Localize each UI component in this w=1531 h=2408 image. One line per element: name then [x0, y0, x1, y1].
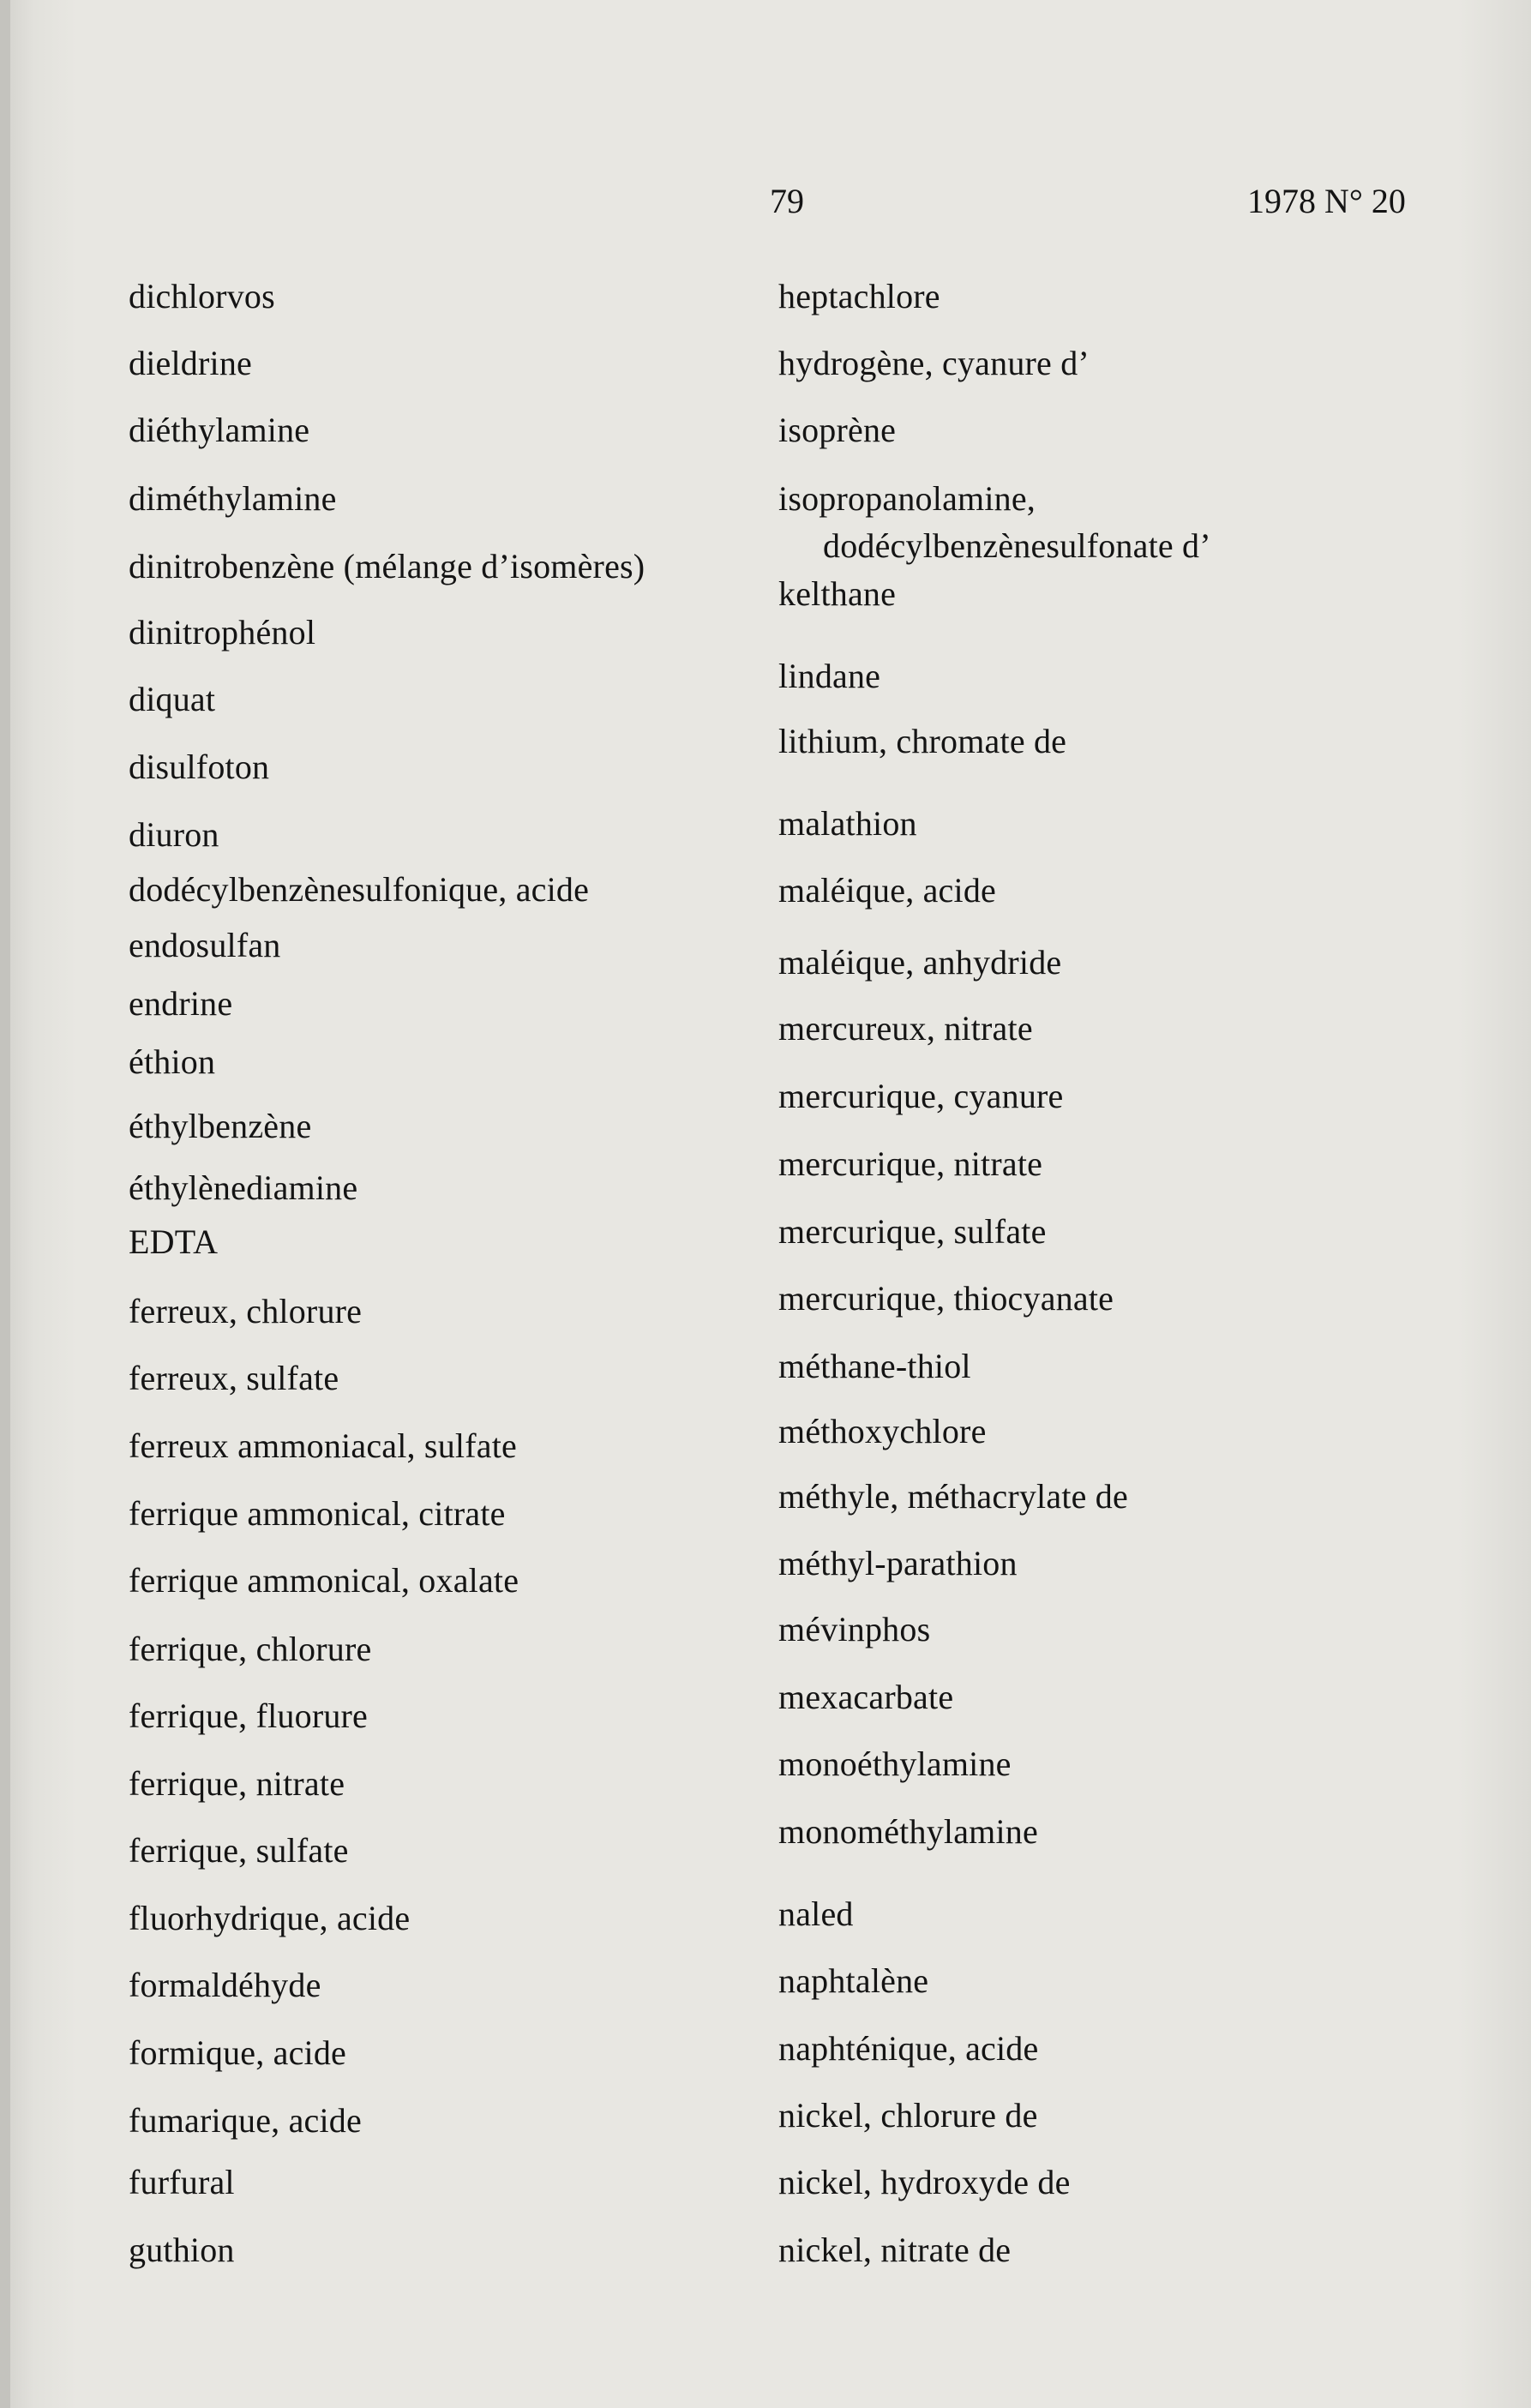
- left-entry: fluorhydrique, acide: [129, 1899, 411, 1937]
- right-entry: kelthane: [778, 574, 897, 613]
- left-entry: endrine: [129, 984, 233, 1023]
- right-entry-continuation: dodécylbenzènesulfonate d’: [823, 526, 1211, 565]
- left-entry: éthylbenzène: [129, 1107, 312, 1145]
- right-entry: heptachlore: [778, 277, 940, 315]
- left-entry: guthion: [129, 2231, 235, 2269]
- left-entry: ferrique ammonical, citrate: [129, 1494, 506, 1533]
- left-entry: disulfoton: [129, 748, 270, 786]
- left-entry: dinitrophénol: [129, 613, 316, 652]
- right-entry: méthane-thiol: [778, 1347, 971, 1385]
- right-entry: mexacarbate: [778, 1678, 954, 1716]
- right-entry: naphtalène: [778, 1961, 929, 2000]
- right-entry: hydrogène, cyanure d’: [778, 344, 1090, 382]
- left-entry: éthion: [129, 1042, 216, 1081]
- left-entry: ferrique, sulfate: [129, 1831, 349, 1870]
- right-entry: isopropanolamine,: [778, 479, 1036, 518]
- page-gutter-shadow: [0, 0, 10, 2408]
- right-entry: méthoxychlore: [778, 1412, 987, 1450]
- right-entry: nickel, nitrate de: [778, 2231, 1012, 2269]
- right-entry: mévinphos: [778, 1610, 931, 1648]
- left-entry: diquat: [129, 680, 216, 718]
- left-entry: dieldrine: [129, 344, 252, 382]
- left-entry: endosulfan: [129, 926, 281, 964]
- right-entry: maléique, anhydride: [778, 943, 1062, 982]
- right-entry: maléique, acide: [778, 871, 996, 910]
- right-entry: méthyl-parathion: [778, 1544, 1018, 1582]
- right-entry: monoéthylamine: [778, 1744, 1012, 1783]
- right-entry: méthyle, méthacrylate de: [778, 1477, 1128, 1516]
- right-entry: monométhylamine: [778, 1812, 1038, 1851]
- left-entry: furfural: [129, 2163, 235, 2201]
- right-entry: mercurique, thiocyanate: [778, 1279, 1114, 1318]
- left-entry: ferrique, fluorure: [129, 1696, 369, 1735]
- left-entry: dodécylbenzènesulfonique, acide: [129, 870, 590, 909]
- right-entry: malathion: [778, 804, 917, 843]
- left-entry: formique, acide: [129, 2033, 346, 2072]
- right-entry: naled: [778, 1895, 854, 1933]
- left-entry: ferrique, nitrate: [129, 1764, 345, 1803]
- right-entry: mercurique, cyanure: [778, 1077, 1064, 1115]
- left-entry: ferreux, sulfate: [129, 1359, 339, 1397]
- year-and-issue-number: 1978 N° 20: [1247, 182, 1406, 220]
- right-entry: mercureux, nitrate: [778, 1009, 1033, 1048]
- right-entry: nickel, hydroxyde de: [778, 2163, 1071, 2201]
- left-entry: éthylènediamine: [129, 1168, 358, 1207]
- left-entry: diéthylamine: [129, 411, 310, 449]
- right-entry: mercurique, nitrate: [778, 1144, 1043, 1183]
- right-entry: lithium, chromate de: [778, 722, 1067, 760]
- left-entry: ferrique, chlorure: [129, 1630, 372, 1668]
- left-entry: dinitrobenzène (mélange d’isomères): [129, 547, 645, 585]
- left-entry: formaldéhyde: [129, 1966, 321, 2004]
- left-entry: dichlorvos: [129, 277, 275, 315]
- right-entry: isoprène: [778, 411, 897, 449]
- left-entry: diuron: [129, 815, 219, 854]
- page-number: 79: [770, 182, 804, 220]
- right-entry: nickel, chlorure de: [778, 2096, 1038, 2135]
- right-entry: mercurique, sulfate: [778, 1212, 1047, 1251]
- right-entry: lindane: [778, 657, 881, 695]
- left-entry: ferrique ammonical, oxalate: [129, 1561, 519, 1600]
- left-entry: fumarique, acide: [129, 2101, 362, 2140]
- left-entry: EDTA: [129, 1222, 219, 1261]
- left-entry: ferreux ammoniacal, sulfate: [129, 1426, 517, 1465]
- right-entry: naphténique, acide: [778, 2029, 1039, 2068]
- left-entry: ferreux, chlorure: [129, 1292, 363, 1330]
- left-entry: diméthylamine: [129, 479, 337, 518]
